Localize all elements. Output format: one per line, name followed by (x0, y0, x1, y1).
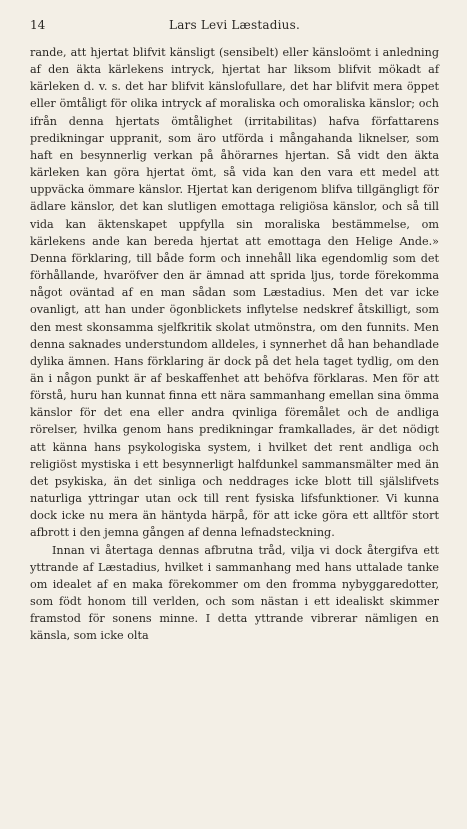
page-number: 14 (30, 18, 46, 32)
body-text (30, 44, 439, 644)
page-header (30, 18, 439, 40)
paragraph: rande, att hjertat blifvit känsligt (sensibelt) eller känsloömt i anledning af den äkta kärlekens intryck, hjertat har liksom blifvit mökadt af kärleken d. v. s. det har blifvit känslofullare, det har blifvit mera öppet eller ömtåligt för olika intryck af moraliska och omoraliska känslor; och ifrån denna hjertats ömtålighet (irritabilitas) hafva författarens predikningar uppranit, som äro utförda i mångahanda liknelser, som haft en besynnerlig verkan på åhörarnes hjertan. Så vidt den äkta kärleken kan göra hjertat ömt, så vida kan den vara ett medel att uppväcka ömmare känslor. Hjertat kan derigenom blifva tillgängligt för ädlare känslor, det kan slutligen emottaga religiösa känslor, och så till vida kan äktenskapet uppfylla sin moraliska bestämmelse, om kärlekens ande kan bereda hjertat att emottaga den Helige Ande.» Denna förklaring, till både form och innehåll lika egendomlig som det förhållande, hvaröfver den är ämnad att sprida ljus, torde förekomma något oväntad af en man sådan som Læstadius. Men det var icke ovanligt, att han under ögonblickets inflytelse nedskref åtskilligt, som den mest skonsamma sjelfkritik skolat utmönstra, om den funnits. Men denna saknades understundom alldeles, i synnerhet då han behandlade dylika ämnen. Hans förklaring är dock på det hela taget tydlig, om den än i någon punkt är af beskaffenhet att behöfva förklaras. Men för att förstå, huru han kunnat finna ett nära sammanhang emellan sina ömma känslor för det ena eller andra qvinliga föremålet och de andliga rörelser, hvilka genom hans predikningar framkallades, är det nödigt att känna hans psykologiska system, i hvilket det rent andliga och religiöst mystiska i ett besynnerligt halfdunkel sammansmälter med än det psykiska, än det sinliga och neddrages icke blott till själslifvets naturliga yttringar utan ock till rent fysiska lifsfunktioner. Vi kunna dock icke nu mera än häntyda härpå, för att icke göra ett alltför stort afbrott i den jemna gången af denna lefnadsteckning. (30, 46, 439, 540)
paragraph: Innan vi återtaga dennas afbrutna tråd, vilja vi dock återgifva ett yttrande af Læstadius, hvilket i sammanhang med hans uttalade tanke om idealet af en maka förekommer om den fromma nybyggaredotter, som födt honom till verlden, och som nästan i ett idealiskt skimmer framstod för sonens minne. I detta yttrande vibrerar nämligen en känsla, som icke olta (30, 543, 439, 643)
running-head: Lars Levi Læstadius. (169, 18, 300, 32)
